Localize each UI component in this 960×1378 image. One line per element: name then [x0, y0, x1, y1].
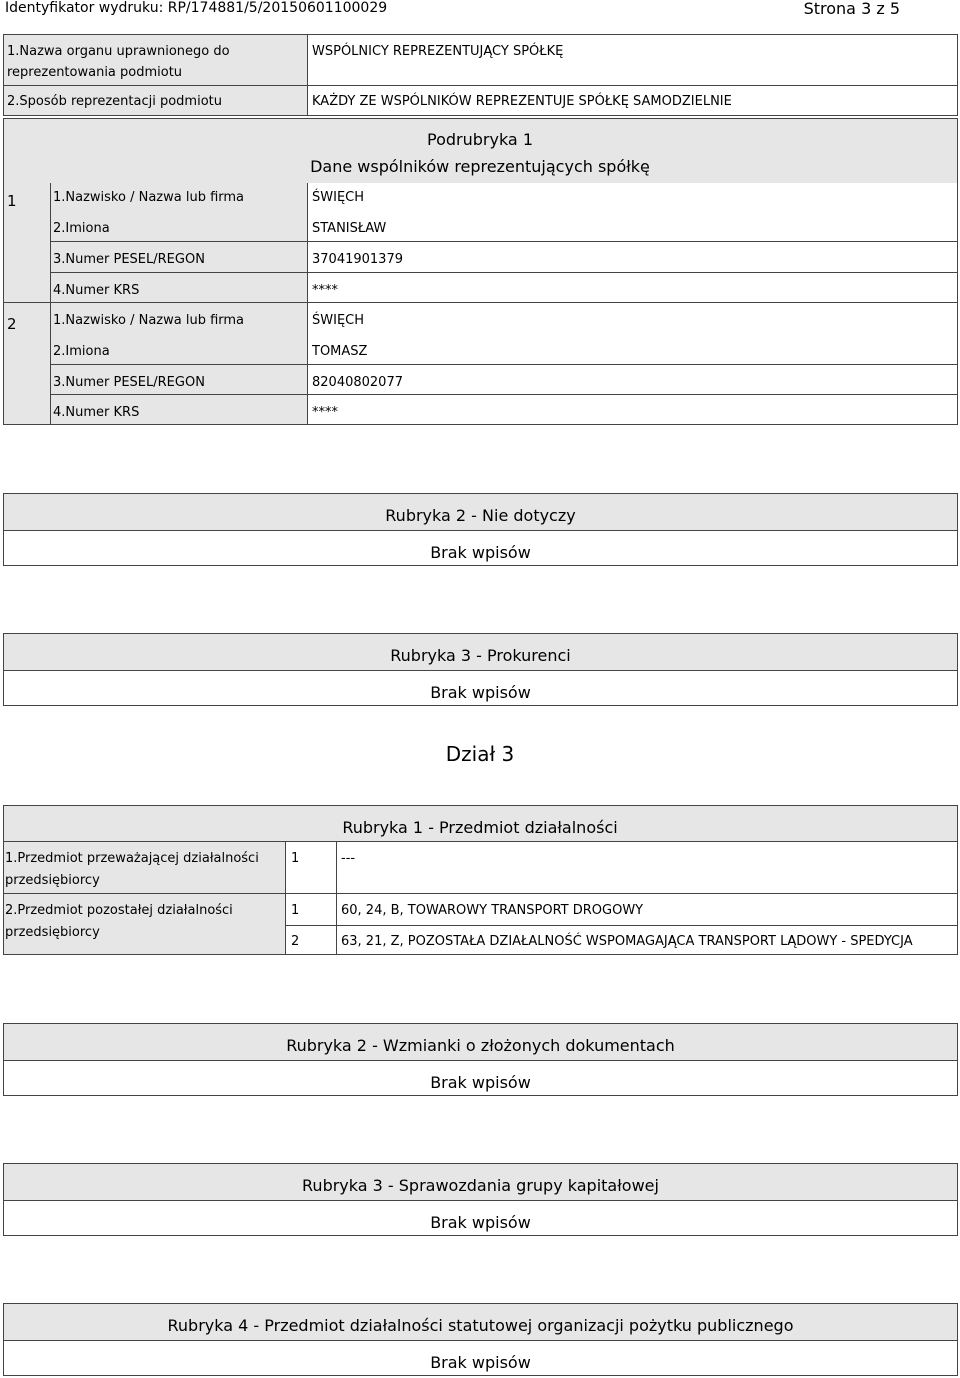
rubryka-2-body: [3, 530, 958, 566]
partner-1-names-value: STANISŁAW: [312, 221, 387, 236]
row-line: [50, 241, 958, 242]
partners-values-area: [308, 183, 957, 424]
partner-1-surname-label: 1.Nazwisko / Nazwa lub firma: [53, 190, 245, 205]
row-line: [50, 364, 958, 365]
przedmiot-number-divider: [336, 842, 337, 955]
partner-2-pesel-label: 3.Numer PESEL/REGON: [53, 375, 205, 390]
opp-empty: Brak wpisów: [430, 1353, 531, 1372]
partner-separator: [3, 302, 958, 303]
partner-2-surname-label: 1.Nazwisko / Nazwa lub firma: [53, 313, 245, 328]
pkd-other-item-2-value: 63, 21, Z, POZOSTAŁA DZIAŁALNOŚĆ WSPOMAGAJĄCA TRANSPORT LĄDOWY - SPEDYCJA: [341, 934, 913, 949]
rubryka-3-header: [3, 633, 958, 671]
representation-organ-value-cell: [307, 34, 958, 86]
pkd-other-item-1-value: 60, 24, B, TOWAROWY TRANSPORT DROGOWY: [341, 903, 644, 918]
przedmiot-label-divider: [285, 842, 286, 955]
index-divider: [50, 183, 51, 425]
partner-1-index: 1: [7, 192, 17, 210]
wzmianki-title: Rubryka 2 - Wzmianki o złożonych dokumentach: [286, 1036, 675, 1055]
pkd-other-label-2: przedsiębiorcy: [5, 925, 100, 940]
wzmianki-empty: Brak wpisów: [430, 1073, 531, 1092]
partner-2-index: 2: [7, 315, 17, 333]
opp-title: Rubryka 4 - Przedmiot działalności statutowej organizacji pożytku publicznego: [167, 1316, 794, 1335]
wzmianki-header: [3, 1023, 958, 1061]
representation-organ-value: WSPÓLNICY REPREZENTUJĄCY SPÓŁKĘ: [312, 44, 564, 59]
partner-1-pesel-value: 37041901379: [312, 252, 403, 267]
partner-1-names-label: 2.Imiona: [53, 221, 110, 236]
partner-1-pesel-label: 3.Numer PESEL/REGON: [53, 252, 205, 267]
label-divider: [307, 183, 308, 425]
przedmiot-title: Rubryka 1 - Przedmiot działalności: [342, 818, 618, 837]
rubryka-3-body: [3, 670, 958, 706]
podrubryka-subtitle: Dane wspólników reprezentujących spółkę: [310, 157, 650, 176]
partner-2-krs-label: 4.Numer KRS: [53, 405, 140, 420]
partner-2-surname-value: ŚWIĘCH: [312, 313, 365, 328]
opp-body: [3, 1340, 958, 1376]
sprawozdania-title: Rubryka 3 - Sprawozdania grupy kapitałowej: [302, 1176, 659, 1195]
pkd-other-item-1-no: 1: [291, 903, 300, 918]
pkd-main-label-1: 1.Przedmiot przeważającej działalności: [5, 851, 259, 866]
opp-header: [3, 1303, 958, 1341]
sprawozdania-body: [3, 1200, 958, 1236]
pkd-main-item-no: 1: [291, 851, 300, 866]
row-line: [50, 272, 958, 273]
rubryka-2-empty: Brak wpisów: [430, 543, 531, 562]
wzmianki-body: [3, 1060, 958, 1096]
representation-method-label: 2.Sposób reprezentacji podmiotu: [7, 94, 222, 109]
row-line: [50, 394, 958, 395]
representation-method-value-cell: [307, 85, 958, 116]
pkd-main-item-value: ---: [341, 851, 356, 866]
print-id: Identyfikator wydruku: RP/174881/5/20150601100029: [5, 0, 388, 16]
representation-organ-label-2: reprezentowania podmiotu: [7, 65, 183, 80]
dzial-3-title: Dział 3: [445, 742, 515, 766]
pkd-other-item-2-no: 2: [291, 934, 300, 949]
sprawozdania-empty: Brak wpisów: [430, 1213, 531, 1232]
rubryka-3-empty: Brak wpisów: [430, 683, 531, 702]
partner-1-surname-value: ŚWIĘCH: [312, 190, 365, 205]
rubryka-2-header: [3, 493, 958, 531]
page-number: Strona 3 z 5: [803, 0, 900, 18]
representation-method-value: KAŻDY ZE WSPÓLNIKÓW REPREZENTUJE SPÓŁKĘ SAMODZIELNIE: [312, 94, 732, 109]
przedmiot-item-line: [285, 925, 958, 926]
rubryka-3-title: Rubryka 3 - Prokurenci: [390, 646, 571, 665]
rubryka-2-title: Rubryka 2 - Nie dotyczy: [385, 506, 576, 525]
representation-organ-label-cell: [3, 34, 308, 86]
representation-organ-label-1: 1.Nazwa organu uprawnionego do: [7, 44, 230, 59]
przedmiot-mid-line: [3, 893, 958, 894]
pkd-main-label-2: przedsiębiorcy: [5, 873, 100, 888]
partner-2-names-label: 2.Imiona: [53, 344, 110, 359]
partner-2-krs-value: ****: [312, 405, 338, 420]
podrubryka-title: Podrubryka 1: [427, 130, 533, 149]
partner-1-krs-label: 4.Numer KRS: [53, 283, 140, 298]
pkd-other-label-1: 2.Przedmiot pozostałej działalności: [5, 903, 233, 918]
partner-2-pesel-value: 82040802077: [312, 375, 403, 390]
sprawozdania-header: [3, 1163, 958, 1201]
representation-method-label-cell: [3, 85, 308, 116]
partner-1-krs-value: ****: [312, 283, 338, 298]
partner-2-names-value: TOMASZ: [312, 344, 368, 359]
